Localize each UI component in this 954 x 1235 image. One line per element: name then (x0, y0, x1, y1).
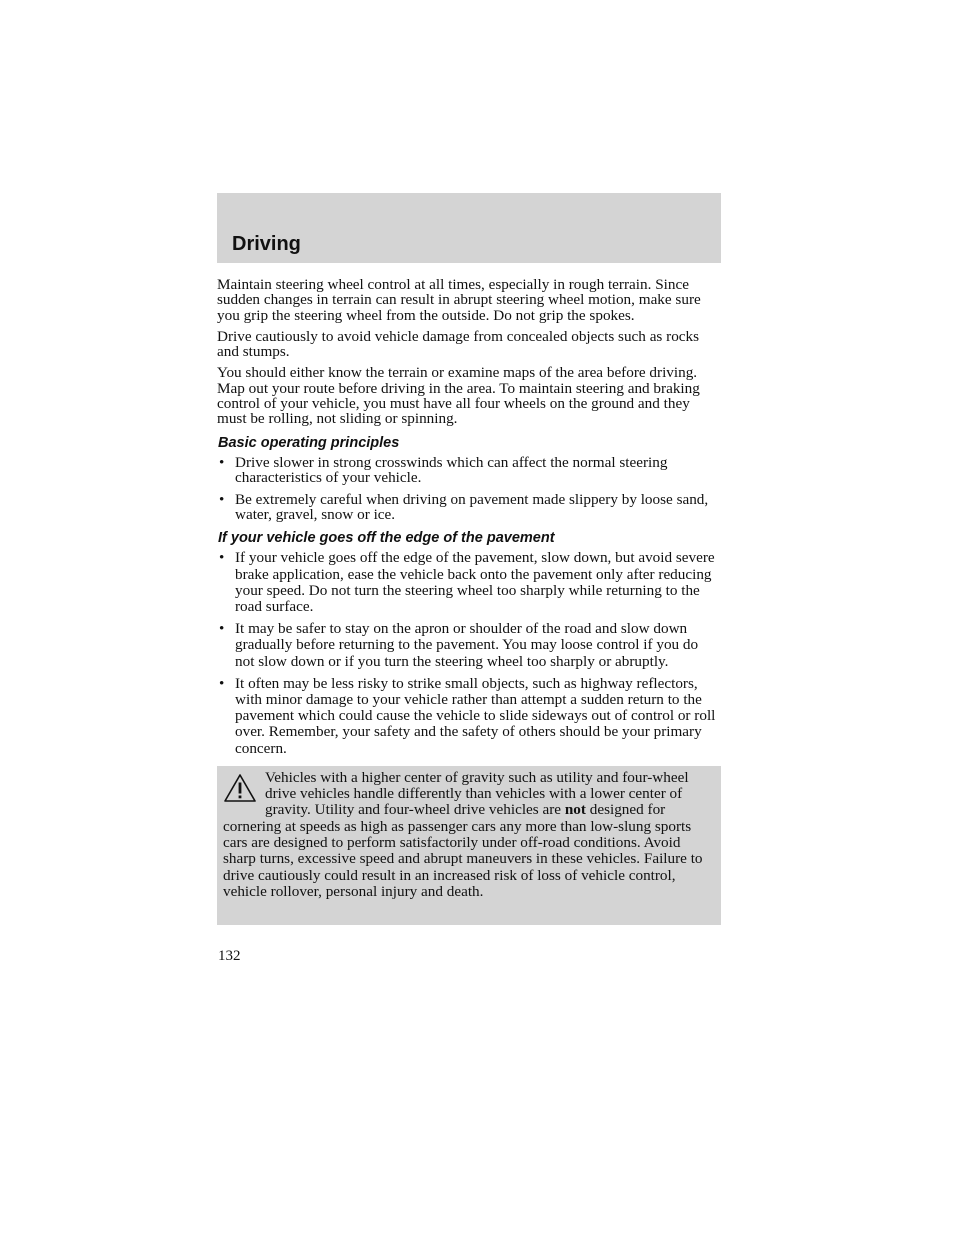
bullet-glyph: • (219, 549, 225, 567)
paragraph: Maintain steering wheel control at all times, especially in rough terrain. Since sudden changes in terrain can result in abrupt steering wheel motion, make sure you grip the steering wheel from the outside. Do not grip the spokes. (217, 276, 701, 324)
list-item (217, 492, 721, 523)
warning-box (217, 766, 721, 925)
bullet-list (217, 550, 721, 756)
bullet-glyph: • (219, 490, 225, 508)
page-number: 132 (218, 947, 241, 964)
list-item-text: If your vehicle goes off the edge of the pavement, slow down, but avoid severe brake application, ease the vehicle back onto the pavement only after reducing your speed. Do not turn the steering wheel too sharply while returning to the road surface. (235, 549, 715, 616)
paragraph: You should either know the terrain or examine maps of the area before driving. Map out your route before driving in the area. To maintain steering and braking control of your vehicle, you must have all four wheels on the ground and they must be rolling, not sliding or spinning. (217, 364, 700, 428)
list-item-text: It often may be less risky to strike small objects, such as highway reflectors, with minor damage to your vehicle rather than attempt a sudden return to the pavement which could cause the vehicle to slide sideways out of control or roll over. Remember, your safety and the safety of others should be your primary concern. (235, 674, 716, 757)
warning-emphasis: not (564, 801, 586, 819)
paragraph: Drive cautiously to avoid vehicle damage from concealed objects such as rocks and stumps. (217, 327, 700, 361)
page-body (217, 277, 721, 964)
list-item (217, 550, 721, 615)
list-item (217, 621, 721, 670)
subheading-basic-operating-principles: Basic operating principles (218, 434, 400, 451)
bullet-glyph: • (219, 453, 225, 471)
warning-text: Vehicles with a higher center of gravity such as utility and four-wheel drive vehicles handle differently than vehicles with a lower center of gravity. Utility and four-wheel drive vehicles are (265, 768, 689, 819)
list-item-text: It may be safer to stay on the apron or shoulder of the road and slow down gradually before returning to the pavement. You may loose control if you do not slow down or if you turn the steering wheel too sharply or abruptly. (235, 620, 699, 670)
subheading-off-pavement: If your vehicle goes off the edge of the pavement (218, 530, 555, 547)
section-header-band (217, 193, 721, 263)
warning-triangle-icon (223, 773, 257, 803)
list-item-text: Drive slower in strong crosswinds which can affect the normal steering characteristics of your vehicle. (235, 453, 668, 487)
bullet-glyph: • (219, 620, 225, 638)
bullet-glyph: • (219, 674, 225, 692)
list-item-text: Be extremely careful when driving on pavement made slippery by loose sand, water, gravel, snow or ice. (235, 490, 709, 523)
list-item (217, 676, 721, 757)
bullet-list (217, 455, 721, 522)
manual-page (217, 193, 721, 964)
warning-text: designed for cornering at speeds as high as passenger cars any more than low-slung sports cars are designed to perform satisfactorily under off-road conditions. Avoid sharp turns, excessive speed and abrupt maneuvers in these vehicles. Failure to drive cautiously could result in an increased risk of loss of vehicle control, vehicle rollover, personal injury and death. (223, 801, 703, 900)
section-title: Driving (232, 233, 301, 255)
list-item (217, 455, 721, 486)
